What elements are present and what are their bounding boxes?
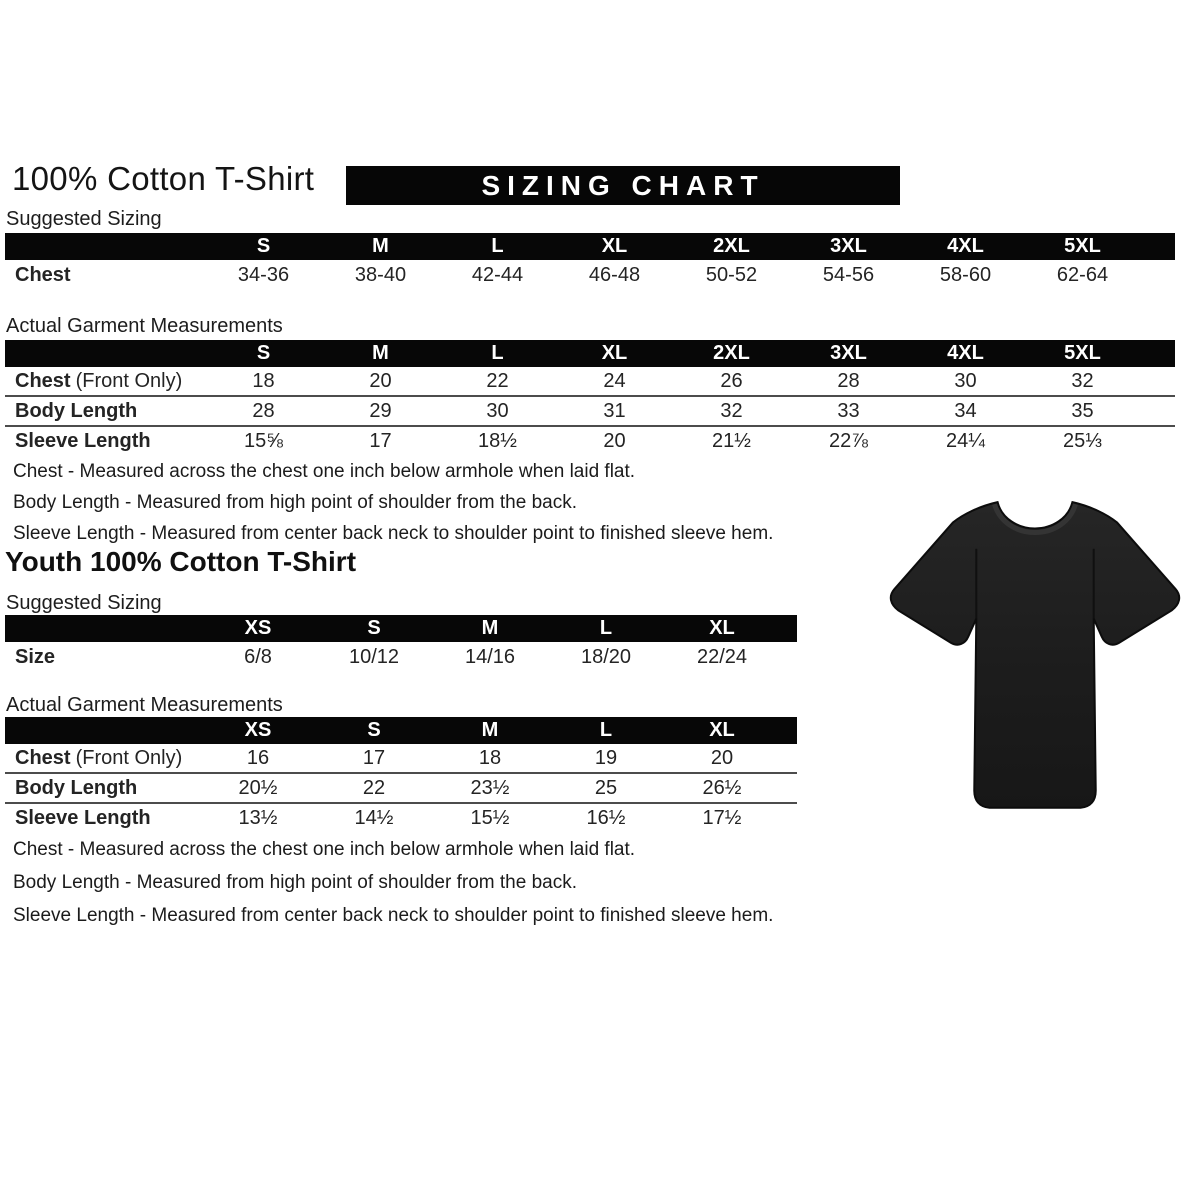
page-title: 100% Cotton T-Shirt: [12, 160, 315, 197]
tshirt-graphic: [878, 488, 1192, 826]
youth-measurement-notes: [13, 839, 773, 938]
table-cell: 18: [252, 369, 275, 392]
size-col-header: S: [256, 342, 271, 364]
size-col-header: XL: [709, 719, 735, 741]
table-row: [5, 395, 1175, 425]
table-cell: 20½: [238, 776, 278, 799]
size-col-header: XL: [601, 342, 628, 364]
table-row: [5, 425, 1175, 455]
sizing-chart-banner-label: SIZING CHART: [481, 169, 765, 201]
table-cell: 35: [1071, 399, 1094, 422]
size-col-header: M: [372, 342, 389, 364]
table-cell: 18/20: [580, 645, 632, 668]
table-cell: 14½: [354, 806, 394, 829]
adult-suggested-sizing-table: [5, 233, 1175, 290]
row-label: Body Length: [15, 776, 138, 799]
size-col-header: XS: [244, 719, 272, 741]
row-label: [5, 747, 200, 770]
size-col-header: 4XL: [947, 235, 984, 257]
table-cell: 19: [594, 746, 618, 769]
row-label: Sleeve Length: [15, 806, 151, 829]
size-col-header: XS: [244, 617, 272, 639]
table-cell: 23½: [470, 776, 510, 799]
table-cell: 20: [710, 746, 734, 769]
size-col-header: S: [367, 617, 381, 639]
row-label: Chest: [15, 263, 71, 286]
note-line: Body Length - Measured from high point of shoulder from the back.: [13, 872, 577, 893]
table-cell: 33: [837, 399, 860, 422]
table-cell: 10/12: [348, 645, 400, 668]
table-cell: 15⅝: [244, 429, 283, 452]
table-row: [5, 772, 797, 802]
size-col-header: 5XL: [1064, 235, 1101, 257]
table-cell: 34: [954, 399, 977, 422]
note-line: Chest - Measured across the chest one inch below armhole when laid flat.: [13, 461, 636, 482]
table-cell: 22: [486, 369, 509, 392]
table-cell: 16: [246, 746, 270, 769]
youth-section-title: Youth 100% Cotton T-Shirt: [5, 546, 357, 577]
table-cell: 46-48: [588, 263, 641, 286]
size-col-header: L: [491, 342, 504, 364]
table-cell: 21½: [712, 429, 751, 452]
size-col-header: 2XL: [713, 342, 750, 364]
table-cell: 32: [1071, 369, 1094, 392]
table-cell: 62-64: [1056, 263, 1109, 286]
row-label-main: Chest: [15, 369, 71, 392]
black-tshirt-image: [878, 488, 1192, 826]
row-label-main: Chest: [15, 746, 71, 769]
size-col-header: S: [256, 235, 271, 257]
table-cell: 13½: [238, 806, 278, 829]
size-col-header: L: [491, 235, 504, 257]
size-col-header: L: [599, 719, 613, 741]
table-cell: 29: [369, 399, 392, 422]
size-col-header: M: [481, 719, 499, 741]
youth-suggested-sizing-label: Suggested Sizing: [6, 592, 162, 614]
size-col-header: L: [599, 617, 613, 639]
row-label: Sleeve Length: [15, 429, 151, 452]
table-cell: 18: [478, 746, 502, 769]
size-col-header: M: [481, 617, 499, 639]
table-header-row: [5, 717, 797, 744]
table-cell: 24¼: [946, 429, 985, 452]
note-line: Sleeve Length - Measured from center back neck to shoulder point to finished sleeve hem.: [13, 905, 774, 926]
row-label-suffix: (Front Only): [75, 369, 183, 392]
table-cell: 20: [603, 429, 626, 452]
size-col-header: XL: [709, 617, 735, 639]
table-cell: 22⅞: [829, 429, 868, 452]
table-cell: 58-60: [939, 263, 992, 286]
adult-actual-measurements-table: [5, 340, 1175, 455]
table-row: [5, 802, 797, 832]
table-cell: 22: [362, 776, 386, 799]
youth-suggested-sizing-table: [5, 615, 797, 672]
table-header-row: [5, 233, 1175, 260]
sizing-chart-banner: [346, 166, 900, 205]
size-col-header: 4XL: [947, 342, 984, 364]
row-label: Body Length: [15, 399, 138, 422]
size-col-header: 3XL: [830, 342, 867, 364]
table-cell: 25: [594, 776, 618, 799]
table-cell: 6/8: [244, 645, 272, 668]
table-cell: 18½: [478, 429, 517, 452]
table-cell: 15½: [470, 806, 510, 829]
table-cell: 17: [362, 746, 386, 769]
table-cell: 17½: [702, 806, 742, 829]
table-row: [5, 744, 797, 772]
table-cell: 22/24: [696, 645, 748, 668]
table-cell: 34-36: [237, 263, 290, 286]
table-cell: 32: [720, 399, 743, 422]
adult-suggested-sizing-label: Suggested Sizing: [6, 208, 162, 230]
table-cell: 30: [486, 399, 509, 422]
table-cell: 28: [252, 399, 275, 422]
table-header-row: [5, 615, 797, 642]
youth-actual-measurements-table: [5, 717, 797, 832]
table-cell: 26: [720, 369, 743, 392]
size-col-header: XL: [601, 235, 628, 257]
size-col-header: 3XL: [830, 235, 867, 257]
adult-actual-measurements-label: Actual Garment Measurements: [6, 315, 283, 337]
note-line: Chest - Measured across the chest one inch below armhole when laid flat.: [13, 839, 636, 860]
table-row: [5, 367, 1175, 395]
table-cell: 17: [369, 429, 392, 452]
table-cell: 30: [954, 369, 977, 392]
table-cell: 25⅓: [1063, 429, 1102, 452]
size-col-header: 2XL: [713, 235, 750, 257]
note-line: Sleeve Length - Measured from center back neck to shoulder point to finished sleeve hem.: [13, 523, 774, 544]
table-row: [5, 260, 1175, 290]
table-cell: 31: [603, 399, 626, 422]
row-label: [5, 370, 205, 393]
adult-measurement-notes: [13, 461, 773, 554]
table-cell: 20: [369, 369, 392, 392]
table-cell: 42-44: [471, 263, 524, 286]
note-line: Body Length - Measured from high point of shoulder from the back.: [13, 492, 577, 513]
row-label-suffix: (Front Only): [75, 746, 183, 769]
table-cell: 24: [603, 369, 626, 392]
table-cell: 26½: [702, 776, 742, 799]
table-cell: 28: [837, 369, 860, 392]
table-cell: 54-56: [822, 263, 875, 286]
youth-actual-measurements-label: Actual Garment Measurements: [6, 694, 283, 716]
table-cell: 14/16: [464, 645, 516, 668]
size-col-header: S: [367, 719, 381, 741]
table-header-row: [5, 340, 1175, 367]
table-cell: 50-52: [705, 263, 758, 286]
table-cell: 38-40: [354, 263, 407, 286]
table-cell: 16½: [586, 806, 626, 829]
size-col-header: 5XL: [1064, 342, 1101, 364]
size-col-header: M: [372, 235, 389, 257]
table-row: [5, 642, 797, 672]
row-label: Size: [15, 645, 56, 668]
